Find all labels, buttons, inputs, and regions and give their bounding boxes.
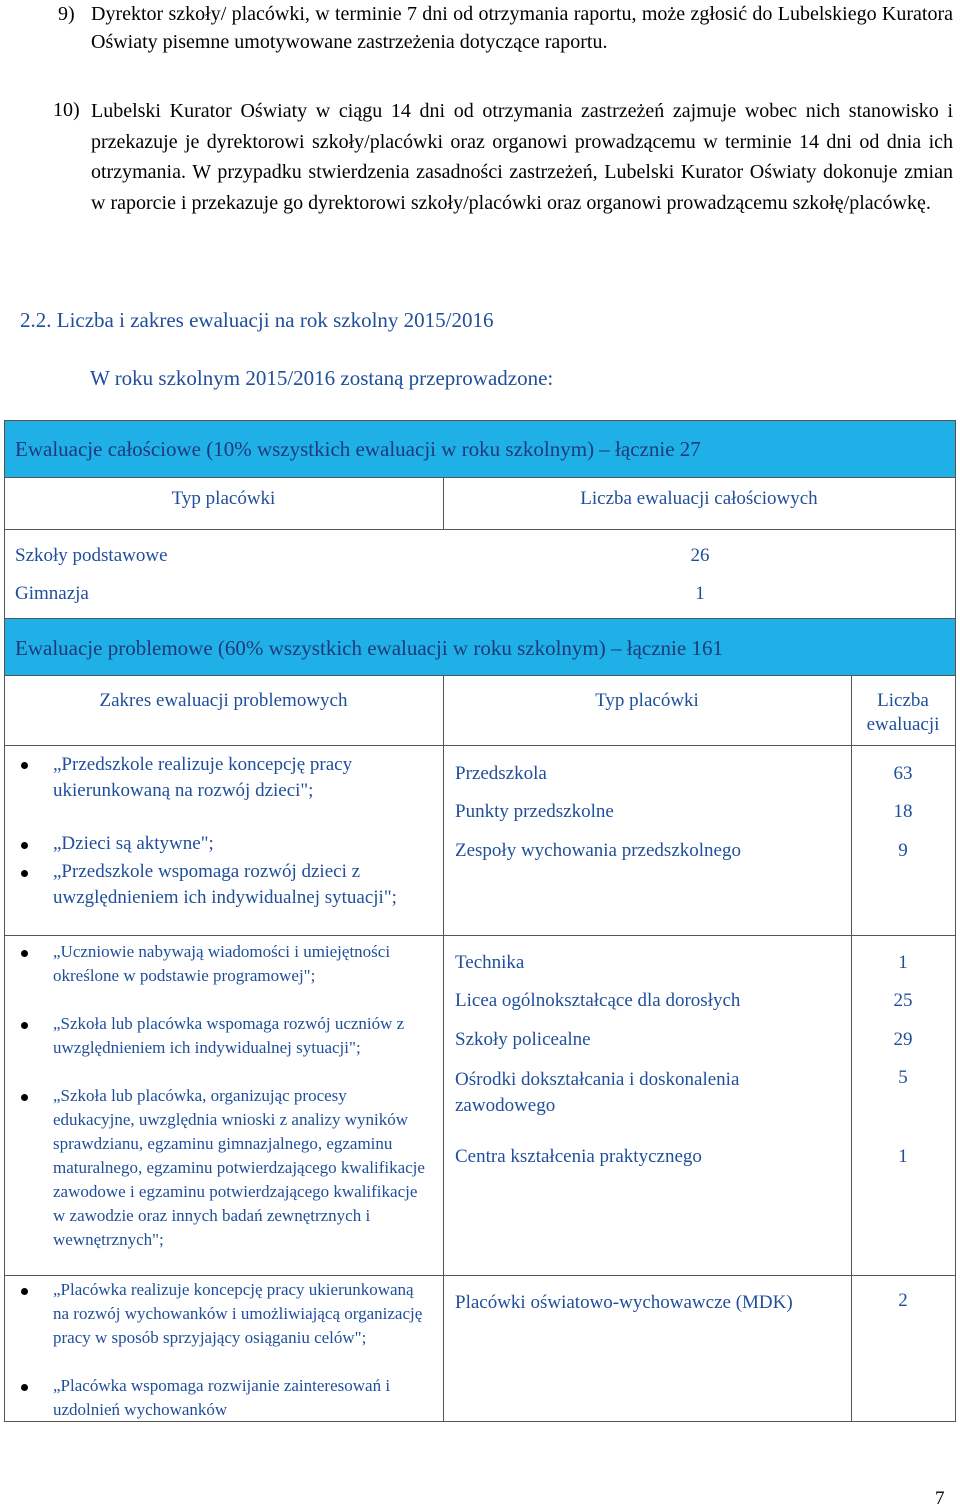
- table2-row-count: 1: [898, 952, 908, 973]
- table1-row-count: 26: [690, 545, 710, 566]
- table2-row-count: 1: [898, 1146, 908, 1167]
- item-9-number: 9): [58, 3, 75, 25]
- table2-row-type: Placówki oświatowo-wychowawcze (MDK): [455, 1292, 793, 1313]
- table2-row-type: Licea ogólnokształcące dla dorosłych: [455, 990, 741, 1011]
- table2-col-type: Typ placówki: [595, 690, 699, 711]
- table1-row-count: 1: [695, 583, 705, 604]
- table1-bar-text: Ewaluacje całościowe (10% wszystkich ewaluacji w roku szkolnym) – łącznie 27: [15, 437, 701, 461]
- scope-bullet: „Placówka wspomaga rozwijanie zainteresowań i uzdolnień wychowanków: [53, 1376, 391, 1419]
- bullet-dot: [21, 870, 28, 877]
- table2-row-type: Punkty przedszkolne: [455, 801, 614, 822]
- table2-row-count: 5: [898, 1067, 908, 1088]
- table2-row-type: Przedszkola: [455, 763, 547, 784]
- table2-header-divider: [4, 745, 956, 746]
- table2-row-type: Zespoły wychowania przedszkolnego: [455, 840, 741, 861]
- table1-right-border: [955, 478, 956, 618]
- table1-row-type: Gimnazja: [15, 583, 89, 604]
- table1-col-type: Typ placówki: [171, 488, 276, 509]
- table2-header-bar: [4, 618, 956, 676]
- table2-row-count: 25: [893, 990, 913, 1011]
- bullet-dot: [21, 1288, 28, 1295]
- bullet-dot: [21, 762, 28, 769]
- section-heading: 2.2. Liczba i zakres ewaluacji na rok szkolny 2015/2016: [20, 308, 494, 332]
- scope-bullet: „Szkoła lub placówka wspomaga rozwój uczniów z uwzględnieniem ich indywidualnej sytuacji";: [53, 1014, 405, 1057]
- bullet-dot: [21, 1022, 28, 1029]
- table2-right-border: [955, 676, 956, 1421]
- table2-row-type: Szkoły policealne: [455, 1029, 591, 1050]
- table2-row-count: 2: [898, 1290, 908, 1311]
- scope-bullet: „Przedszkole wspomaga rozwój dzieci z uwzględnieniem ich indywidualnej sytuacji";: [53, 861, 397, 908]
- table1-col-count: Liczba ewaluacji całościowych: [580, 488, 818, 509]
- table2-row-type: Ośrodki dokształcania i doskonalenia zawodowego: [455, 1069, 740, 1116]
- section-subheading: W roku szkolnym 2015/2016 zostaną przeprowadzone:: [90, 366, 554, 390]
- bullet-dot: [21, 1094, 28, 1101]
- table2-row-type: Centra kształcenia praktycznego: [455, 1146, 702, 1167]
- table2-col-count-line2: ewaluacji: [866, 714, 940, 735]
- table2-col-scope: Zakres ewaluacji problemowych: [99, 690, 348, 711]
- table2-col-count-line1: Liczba: [877, 690, 929, 711]
- item-10-number: 10): [53, 99, 80, 121]
- table2-group-divider: [4, 935, 956, 936]
- scope-bullet: „Szkoła lub placówka, organizując procesy edukacyjne, uwzględnia wnioski z analizy wyników sprawdzianu, egzaminu gimnazjalnego, egzaminu maturalnego, egzaminu potwierdzającego kwalifikacje zawodowe i egzaminu potwierdzającego kwalifikacje w zawodzie oraz innych badań zewnętrznych i wewnętrznych";: [53, 1086, 425, 1249]
- bullet-dot: [21, 842, 28, 849]
- table2-row-type: Technika: [455, 952, 525, 973]
- table1-header-bar: [4, 420, 956, 478]
- table2-row-count: 9: [898, 840, 908, 861]
- table1-divider: [4, 529, 956, 530]
- scope-bullet: „Dzieci są aktywne";: [53, 833, 214, 854]
- table2-row-count: 18: [893, 801, 913, 822]
- item-9-text: Dyrektor szkoły/ placówki, w terminie 7 dni od otrzymania raportu, może zgłosić do Lubelskiego Kuratora Oświaty pisemne umotywowane zastrzeżenia dotyczące raportu.: [91, 3, 953, 53]
- table2-row-count: 63: [893, 763, 913, 784]
- scope-bullet: „Przedszkole realizuje koncepcję pracy ukierunkowaną na rozwój dzieci";: [53, 754, 353, 801]
- table2-left-border: [4, 676, 5, 1421]
- table1-row-type: Szkoły podstawowe: [15, 545, 168, 566]
- scope-bullet: „Uczniowie nabywają wiadomości i umiejętności określone w podstawie programowej";: [53, 942, 391, 985]
- table2-group-divider: [4, 1275, 956, 1276]
- item-10-text: Lubelski Kurator Oświaty w ciągu 14 dni od otrzymania zastrzeżeń zajmuje wobec nich stanowisko i przekazuje je dyrektorowi szkoły/placówki oraz organowi prowadzącemu w terminie 14 dni od dnia ich otrzymania. W przypadku stwierdzenia zasadności zastrzeżeń, Lubelski Kurator Oświaty dokonuje zmian w raporcie i przekazuje go dyrektorowi szkoły/placówki oraz organowi prowadzącemu szkołę/placówkę.: [91, 100, 953, 214]
- table2-row-count: 29: [893, 1029, 913, 1050]
- table2-bar-text: Ewaluacje problemowe (60% wszystkich ewaluacji w roku szkolnym) – łącznie 161: [15, 636, 723, 660]
- bullet-dot: [21, 950, 28, 957]
- bullet-dot: [21, 1384, 28, 1391]
- table2-col-divider-1: [443, 676, 444, 1421]
- page-number: 7: [935, 1488, 945, 1509]
- scope-bullet: „Placówka realizuje koncepcję pracy ukierunkowaną na rozwój wychowanków i umożliwiającą organizację pracy w sposób sprzyjający osiąganiu celów";: [53, 1280, 423, 1347]
